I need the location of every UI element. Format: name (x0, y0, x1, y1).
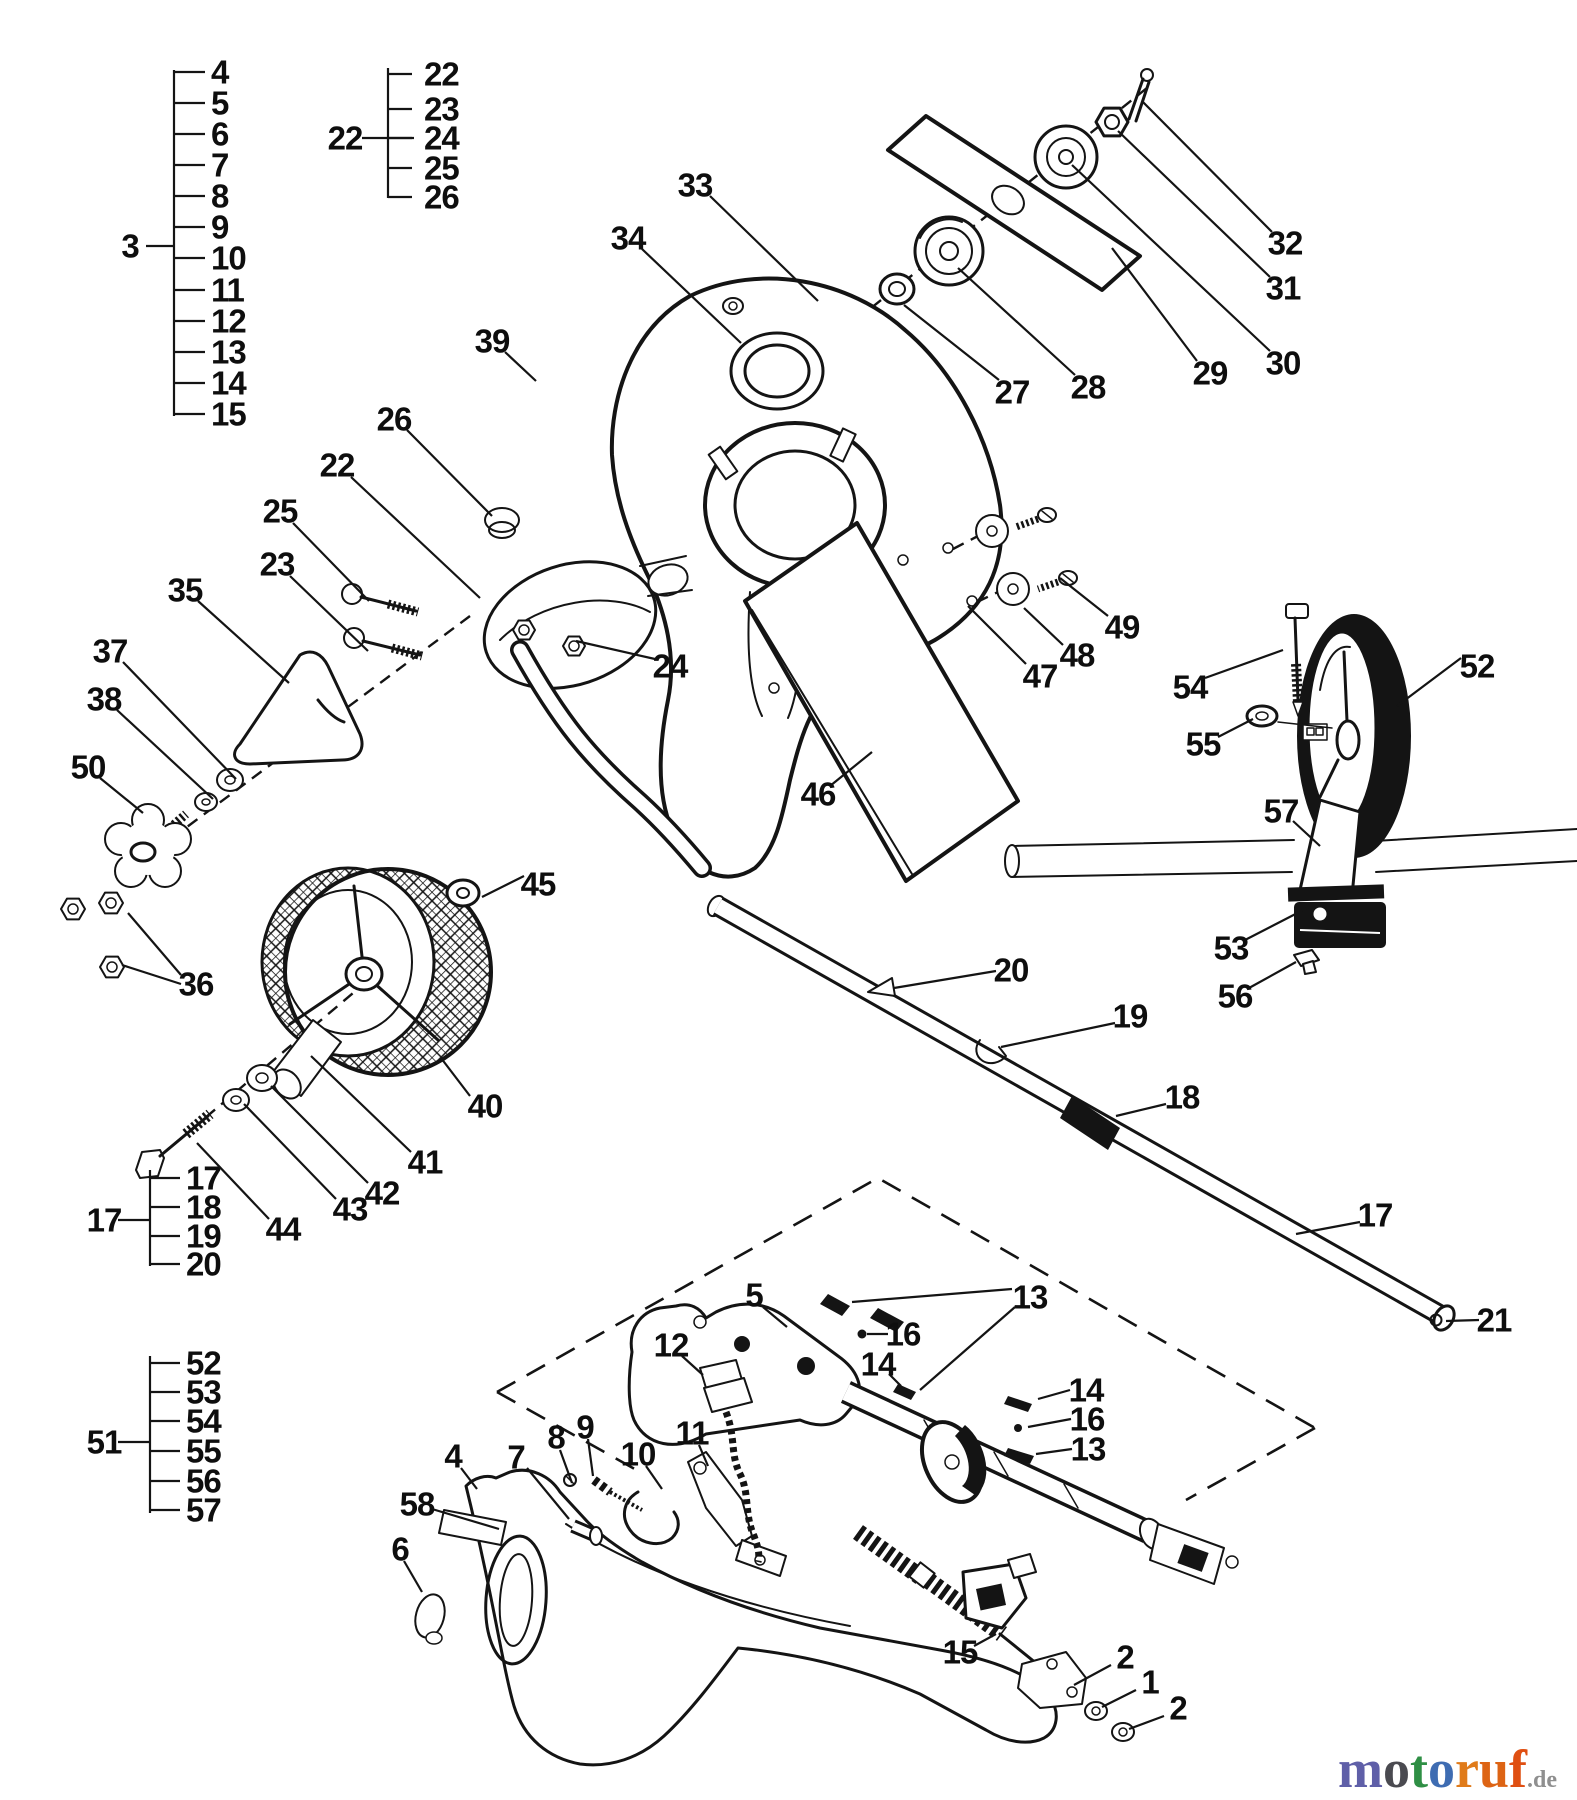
bracket-label-51: 51 (86, 1423, 122, 1461)
part-label-17: 17 (1357, 1196, 1393, 1234)
part-label-54: 54 (1172, 668, 1208, 706)
part-label-29: 29 (1192, 354, 1228, 392)
part-label-19: 19 (1112, 997, 1148, 1035)
part-label-37: 37 (92, 632, 128, 670)
leader-line (1218, 719, 1253, 737)
bracket-item-20: 20 (186, 1245, 221, 1283)
bracket-item-18: 18 (186, 1188, 221, 1226)
callout-54 (1173, 650, 1283, 706)
bracket-item-23: 23 (424, 90, 459, 128)
part-label-53: 53 (1213, 929, 1249, 967)
part-label-28: 28 (1070, 368, 1106, 406)
part-label-27: 27 (994, 373, 1030, 411)
star-knob-50 (105, 804, 191, 887)
part-label-12: 12 (653, 1326, 689, 1364)
nut-24 (513, 621, 535, 640)
callout-55 (1186, 719, 1253, 763)
part-label-35: 35 (167, 571, 203, 609)
callout-6 (391, 1531, 422, 1593)
leader-line (1446, 1320, 1479, 1321)
part-label-23: 23 (259, 545, 295, 583)
clamp-53 (1294, 902, 1386, 948)
part-label-16: 16 (1069, 1400, 1105, 1438)
leader-line (1060, 578, 1108, 616)
leader-line (1205, 650, 1283, 678)
grip-band-18 (1060, 1096, 1120, 1150)
callout-45 (482, 866, 556, 903)
bracket-item-10: 10 (211, 239, 246, 277)
part-label-8: 8 (547, 1418, 565, 1456)
bracket-item-4: 4 (211, 53, 229, 91)
bracket-item-24: 24 (424, 119, 459, 157)
callout-8 (547, 1419, 572, 1484)
leader-line (1102, 1690, 1136, 1707)
bracket-item-6: 6 (211, 115, 229, 153)
callout-29 (1112, 248, 1228, 392)
bracket-label-22: 22 (327, 119, 363, 157)
reference-brackets (87, 54, 461, 1529)
part-label-14: 14 (860, 1345, 896, 1383)
part-label-25: 25 (262, 492, 298, 530)
bracket-item-57: 57 (186, 1491, 221, 1529)
leader-line (1001, 1023, 1115, 1047)
bracket-5 (629, 1304, 859, 1444)
part-label-5: 5 (745, 1276, 763, 1314)
callout-19 (1001, 998, 1148, 1048)
clip-56 (1294, 950, 1319, 974)
part-label-40: 40 (467, 1087, 503, 1125)
part-label-57: 57 (1263, 792, 1299, 830)
washer-45 (447, 880, 479, 906)
bracket-item-7: 7 (211, 146, 229, 184)
part-label-2: 2 (1116, 1638, 1134, 1676)
leader-line (1038, 1390, 1070, 1399)
deflector-35 (235, 652, 362, 764)
leader-line (505, 352, 536, 381)
part-label-38: 38 (86, 680, 122, 718)
bracket-item-9: 9 (211, 208, 229, 246)
part-label-6: 6 (391, 1530, 409, 1568)
part-label-15: 15 (942, 1633, 978, 1671)
part-label-30: 30 (1265, 344, 1301, 382)
ref-bracket-17 (87, 1160, 222, 1283)
leader-line (407, 430, 492, 516)
leader-line (244, 1104, 336, 1199)
part-label-58: 58 (399, 1485, 435, 1523)
callout-17 (1296, 1197, 1392, 1235)
part-label-10: 10 (620, 1435, 656, 1473)
callout-20 (894, 952, 1028, 989)
callout-40 (441, 1058, 502, 1125)
leader-line (100, 778, 143, 813)
bracket-item-5: 5 (211, 84, 229, 122)
callout-21 (1446, 1302, 1512, 1339)
part-label-45: 45 (520, 865, 556, 903)
callout-49 (1060, 578, 1140, 646)
disc-48b (997, 573, 1029, 605)
part-label-26: 26 (376, 400, 412, 438)
part-label-9: 9 (576, 1408, 594, 1446)
part-label-49: 49 (1104, 608, 1140, 646)
callout-36 (122, 913, 214, 1003)
bracket-item-11: 11 (211, 271, 244, 309)
leader-line (482, 876, 524, 897)
bracket-item-56: 56 (186, 1462, 221, 1500)
bushing-27 (880, 274, 914, 304)
washer-43 (223, 1089, 249, 1111)
callout-11 (676, 1415, 710, 1467)
callout-47 (968, 606, 1057, 695)
part-label-24: 24 (652, 647, 688, 685)
part-label-16: 16 (885, 1315, 921, 1353)
bracket-item-17: 17 (186, 1159, 221, 1197)
bracket-item-25: 25 (424, 149, 459, 187)
part-label-43: 43 (332, 1190, 368, 1228)
leader-line (1129, 1716, 1164, 1729)
part-label-2: 2 (1169, 1689, 1187, 1727)
part-label-11: 11 (675, 1414, 709, 1452)
part-label-44: 44 (265, 1210, 301, 1248)
leader-line (271, 1086, 368, 1183)
part-label-46: 46 (800, 775, 836, 813)
callout-14 (861, 1346, 901, 1387)
leader-line (968, 606, 1026, 664)
leader-line (1112, 248, 1197, 361)
leader-line (1397, 658, 1461, 706)
bracket-item-54: 54 (186, 1402, 221, 1440)
leader-line (920, 1307, 1015, 1390)
bracket-item-53: 53 (186, 1373, 221, 1411)
cap-6 (411, 1591, 449, 1644)
nut-24b (563, 637, 585, 656)
part-label-39: 39 (474, 322, 510, 360)
part-label-22: 22 (319, 446, 355, 484)
bracket-item-14: 14 (211, 364, 246, 402)
bracket-item-19: 19 (186, 1217, 221, 1255)
bracket-item-12: 12 (211, 302, 246, 340)
leader-line (351, 477, 480, 598)
nuts-36 (61, 893, 124, 978)
washer-38 (195, 793, 217, 811)
screws-49 (1016, 508, 1077, 589)
part-label-20: 20 (993, 951, 1029, 989)
disc-48a (976, 515, 1008, 547)
leader-line (198, 601, 289, 683)
part-label-33: 33 (677, 166, 713, 204)
part-label-48: 48 (1059, 636, 1095, 674)
leader-line (1116, 1104, 1166, 1116)
cotter-pin-32 (1129, 69, 1153, 121)
pedestal-57 (1300, 800, 1360, 896)
watermark-logo[interactable]: motoruf.de (1338, 1739, 1557, 1799)
part-label-14: 14 (1068, 1371, 1104, 1409)
callout-32 (1142, 101, 1303, 262)
bolt-23 (344, 628, 422, 656)
callout-10 (621, 1436, 662, 1490)
callout-18 (1116, 1079, 1200, 1117)
callout-39 (475, 323, 536, 382)
part-label-42: 42 (364, 1174, 400, 1212)
part-label-41: 41 (407, 1143, 443, 1181)
bracket-label-3: 3 (121, 227, 139, 265)
ref-bracket-22 (328, 56, 461, 216)
callout-31 (1118, 131, 1301, 307)
callout-35 (168, 572, 289, 684)
part-label-21: 21 (1476, 1301, 1512, 1339)
left-wheel-assembly (136, 868, 491, 1178)
leader-line (122, 965, 181, 984)
bracket-item-55: 55 (186, 1432, 221, 1470)
part-label-13: 13 (1012, 1278, 1048, 1316)
part-label-47: 47 (1022, 657, 1058, 695)
bracket-item-26: 26 (424, 178, 459, 216)
callout-50 (71, 749, 143, 814)
leader-line (1249, 962, 1296, 988)
bracket-item-22: 22 (424, 55, 459, 93)
part-label-50: 50 (70, 748, 106, 786)
part-label-36: 36 (178, 965, 214, 1003)
part-label-52: 52 (1459, 647, 1495, 685)
callout-28 (958, 268, 1106, 406)
callout-26 (377, 401, 492, 517)
leader-line (123, 662, 236, 779)
washer-55 (1247, 706, 1277, 726)
ref-bracket-3 (121, 54, 247, 433)
part-label-18: 18 (1164, 1078, 1200, 1116)
part-label-7: 7 (507, 1438, 525, 1476)
bolt-25 (342, 584, 418, 612)
bracket-item-13: 13 (211, 333, 246, 371)
leader-line (117, 710, 213, 799)
callout-52 (1397, 648, 1495, 707)
bracket-item-52: 52 (186, 1344, 221, 1382)
bracket-label-17: 17 (86, 1201, 122, 1239)
leader-line (1036, 1449, 1072, 1454)
part-label-56: 56 (1217, 977, 1253, 1015)
leader-line (128, 913, 181, 975)
leader-line (852, 1289, 1012, 1302)
part-label-13: 13 (1070, 1430, 1106, 1468)
leader-line (441, 1058, 470, 1096)
part-label-55: 55 (1185, 725, 1221, 763)
leader-line (894, 971, 996, 988)
part-label-31: 31 (1265, 269, 1301, 307)
bracket-item-8: 8 (211, 177, 229, 215)
bracket-item-15: 15 (211, 395, 246, 433)
part-label-32: 32 (1267, 224, 1303, 262)
watermark (1338, 1739, 1557, 1799)
part-label-34: 34 (610, 219, 646, 257)
nut-31 (1096, 108, 1128, 136)
part-label-4: 4 (444, 1437, 462, 1475)
leader-line (1028, 1419, 1071, 1427)
leader-line (958, 268, 1075, 375)
callout-4 (444, 1438, 477, 1490)
part-label-1: 1 (1141, 1663, 1159, 1701)
callout-56 (1218, 962, 1296, 1015)
callout-13 (1036, 1431, 1106, 1468)
ref-bracket-51 (87, 1345, 223, 1529)
lever-11 (688, 1452, 786, 1576)
leader-line (1142, 101, 1272, 232)
axle-bushing-41 (268, 1020, 341, 1104)
leader-line (1024, 608, 1063, 645)
callout-9 (576, 1409, 594, 1477)
hook-10 (624, 1492, 678, 1544)
